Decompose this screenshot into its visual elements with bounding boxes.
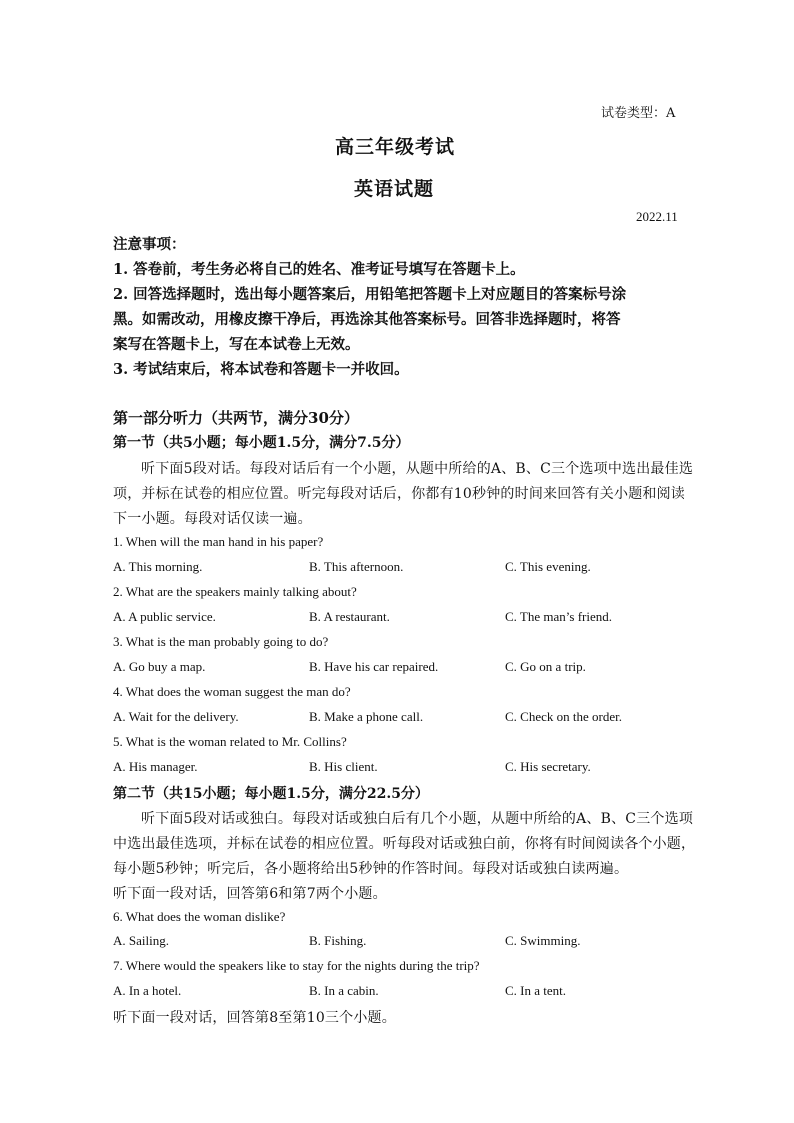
exam-title: 高三年级考试: [335, 136, 456, 158]
section1-instruction-line-3: 下一小题。每段对话仅读一遍。: [113, 511, 312, 527]
question-5-option-c: C. His secretary.: [505, 759, 591, 774]
notice-heading: 注意事项：: [113, 236, 186, 253]
question-2-option-a: A. A public service.: [113, 609, 216, 624]
question-7: 7. Where would the speakers like to stay for the nights during the trip?: [113, 958, 480, 973]
question-2: 2. What are the speakers mainly talking about?: [113, 584, 357, 599]
question-4: 4. What does the woman suggest the man do?: [113, 684, 351, 699]
exam-date: 2022.11: [636, 209, 678, 224]
question-4-option-a: A. Wait for the delivery.: [113, 709, 239, 724]
question-1-option-c: C. This evening.: [505, 559, 591, 574]
question-5-option-b: B. His client.: [309, 759, 378, 774]
question-3: 3. What is the man probably going to do?: [113, 634, 329, 649]
question-1: 1. When will the man hand in his paper?: [113, 534, 324, 549]
notice-item-2-line-2: 黑。如需改动，用橡皮擦干净后，再选涂其他答案标号。回答非选择题时，将答: [113, 311, 621, 328]
question-3-option-a: A. Go buy a map.: [113, 659, 206, 674]
notice-item-2-line-1: 2. 回答选择题时，选出每小题答案后，用铅笔把答题卡上对应题目的答案标号涂: [113, 286, 627, 303]
question-7-option-b: B. In a cabin.: [309, 983, 379, 998]
question-6-option-c: C. Swimming.: [505, 933, 581, 948]
question-7-option-c: C. In a tent.: [505, 983, 567, 998]
question-6-option-a: A. Sailing.: [113, 933, 169, 948]
exam-subtitle: 英语试题: [354, 178, 435, 200]
notice-item-2-line-3: 案写在答题卡上，写在本试卷上无效。: [113, 336, 360, 353]
section1-heading: 第一节（共5小题；每小题1.5分，满分7.5分）: [113, 435, 410, 451]
question-3-option-b: B. Have his car repaired.: [309, 659, 439, 674]
question-2-option-c: C. The man’s friend.: [505, 609, 612, 624]
notice-item-1: 1. 答卷前，考生务必将自己的姓名、准考证号填写在答题卡上。: [113, 261, 525, 278]
question-6: 6. What does the woman dislike?: [113, 909, 286, 924]
question-4-option-c: C. Check on the order.: [505, 709, 622, 724]
question-2-option-b: B. A restaurant.: [309, 609, 390, 624]
question-5: 5. What is the woman related to Mr. Collins?: [113, 734, 347, 749]
question-3-option-c: C. Go on a trip.: [505, 659, 586, 674]
question-7-option-a: A. In a hotel.: [113, 983, 182, 998]
part1-heading: 第一部分听力（共两节，满分30分）: [113, 409, 359, 427]
question-4-option-b: B. Make a phone call.: [309, 709, 424, 724]
question-1-option-b: B. This afternoon.: [309, 559, 404, 574]
question-1-option-a: A. This morning.: [113, 559, 203, 574]
dialogue-note-8-10: 听下面一段对话，回答第8至第10三个小题。: [113, 1010, 396, 1026]
question-5-option-a: A. His manager.: [113, 759, 198, 774]
section2-instruction-line-1: 听下面5段对话或独白。每段对话或独白后有几个小题，从题中所给的A、B、C三个选项: [141, 811, 694, 827]
section2-heading: 第二节（共15小题；每小题1.5分，满分22.5分）: [113, 786, 429, 802]
paper-type-label: 试卷类型：A: [601, 106, 676, 121]
section1-instruction-line-2: 项，并标在试卷的相应位置。听完每段对话后，你都有10秒钟的时间来回答有关小题和阅读: [113, 486, 686, 502]
dialogue-note-6-7: 听下面一段对话，回答第6和第7两个小题。: [113, 886, 387, 902]
question-6-option-b: B. Fishing.: [309, 933, 367, 948]
section2-instruction-line-3: 每小题5秒钟；听完后，各小题将给出5秒钟的作答时间。每段对话或独白读两遍。: [113, 861, 629, 877]
notice-item-3: 3. 考试结束后，将本试卷和答题卡一并收回。: [113, 361, 409, 378]
section1-instruction-line-1: 听下面5段对话。每段对话后有一个小题，从题中所给的A、B、C三个选项中选出最佳选: [141, 461, 694, 477]
section2-instruction-line-2: 中选出最佳选项，并标在试卷的相应位置。听每段对话或独白前，你将有时间阅读各个小题，: [113, 836, 696, 852]
